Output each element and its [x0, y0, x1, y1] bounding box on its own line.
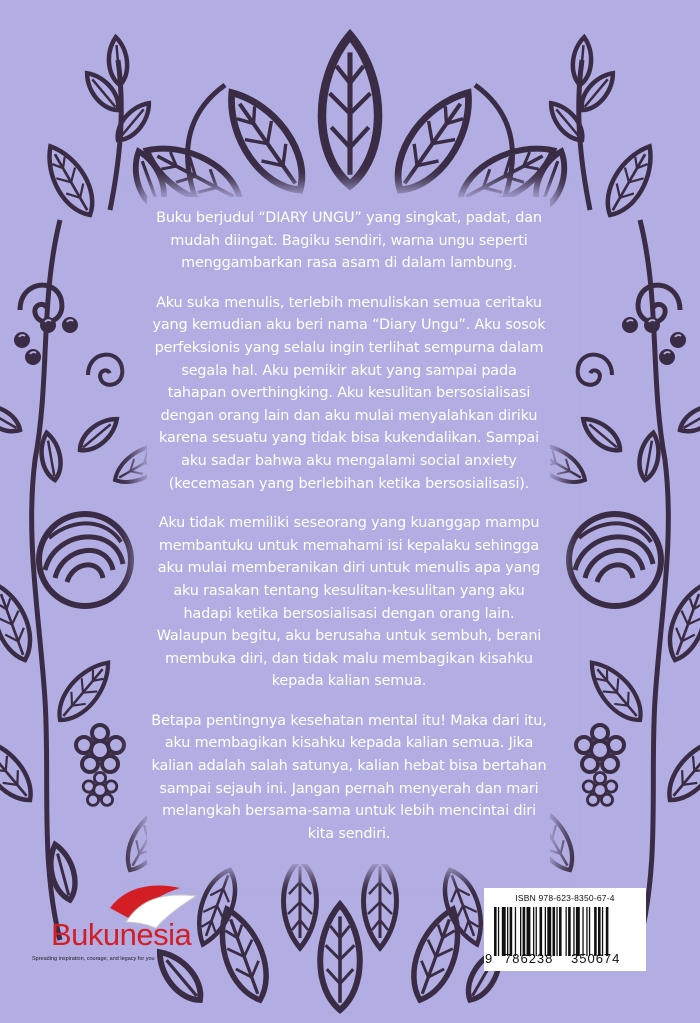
barcode-bar: [510, 907, 513, 956]
blurb-paragraph-1: Buku berjudul “DIARY UNGU” yang singkat, padat, dan mudah diingat. Bagiku sendiri, warna ungu seperti menggambarkan rasa asam di dalam lambung.: [156, 210, 542, 272]
barcode-bar: [520, 907, 521, 956]
publisher-name: Bukunesia: [51, 917, 192, 952]
barcode-bar: [573, 907, 574, 956]
barcode-bar: [602, 907, 603, 956]
barcode-bar: [507, 907, 508, 956]
isbn-label: ISBN 978-623-8350-67-4: [515, 893, 615, 903]
barcode-bar: [523, 907, 526, 956]
blurb-paragraph-4: Betapa pentingnya kesehatan mental itu! Maka dari itu, aku membagikan kisahku kepada kalian semua. Jika kalian adalah salah satunya, kalian hebat bisa bertahan sampai sejauh ini. Jangan pernah menyerah dan mari melangkah bersama-sama untuk lebih mencintai diri kita sendiri.: [151, 712, 547, 842]
ean-left-digits: 786238: [504, 951, 554, 966]
barcode-bar: [582, 907, 583, 956]
barcode-bar: [598, 907, 601, 956]
blurb-paragraph-2: Aku suka menulis, terlebih menuliskan semua ceritaku yang kemudian aku beri nama “Diary Ungu”. Aku sosok perfeksionis yang selalu ingin terlihat sempurna dalam segala hal. Aku pemikir akut yang sampai pada tahapan overthingking. Aku kesulitan bersosialisasi dengan orang lain dan aku mulai menyalahkan diriku karena sesuatu yang tidak bisa kukendalikan. Sampai aku sadar bahwa aku mengalami social anxiety (kecemasan yang berlebihan ketika bersosialisasi).: [152, 294, 546, 492]
barcode: [494, 907, 640, 956]
ean-right-digits: 350674: [571, 951, 621, 966]
barcode-bar: [568, 907, 571, 956]
barcode-bar: [498, 907, 499, 956]
isbn-barcode-block: [484, 888, 646, 971]
back-cover-blurb: [150, 207, 548, 862]
barcode-bar: [559, 907, 562, 956]
barcode-bar: [545, 907, 546, 956]
blurb-paragraph-3: Aku tidak memiliki seseorang yang kuanggap mampu membantuku untuk memahami isi kepalaku sehingga aku mulai memberanikan diri untuk menulis apa yang aku rasakan tentang kesulitan-kesulitan yang aku hadapi ketika bersosialisasi dengan orang lain. Walaupun begitu, aku berusaha untuk sembuh, berani membuka diri, dan tidak malu membagikan kisahku kepada kalian semua.: [156, 515, 542, 690]
barcode-bar: [515, 907, 516, 956]
publisher-logo: [32, 880, 228, 970]
barcode-bar: [606, 907, 609, 956]
barcode-bar: [553, 907, 556, 956]
publisher-tagline: Spreading inspiration, courage, and legacy for you: [32, 956, 155, 962]
barcode-bar: [527, 907, 531, 956]
barcode-bar: [547, 907, 551, 956]
barcode-bar: [502, 907, 506, 956]
barcode-bar: [589, 907, 590, 956]
barcode-bar: [566, 907, 567, 956]
barcode-bar: [576, 907, 580, 956]
barcode-bar: [594, 907, 597, 956]
barcode-bar: [586, 907, 587, 956]
barcode-bar: [540, 907, 543, 956]
barcode-bar: [533, 907, 534, 956]
barcode-bar: [556, 907, 557, 956]
barcode-bar: [536, 907, 537, 956]
barcode-bar: [494, 907, 497, 956]
ean-first-digit: 9: [485, 951, 493, 966]
